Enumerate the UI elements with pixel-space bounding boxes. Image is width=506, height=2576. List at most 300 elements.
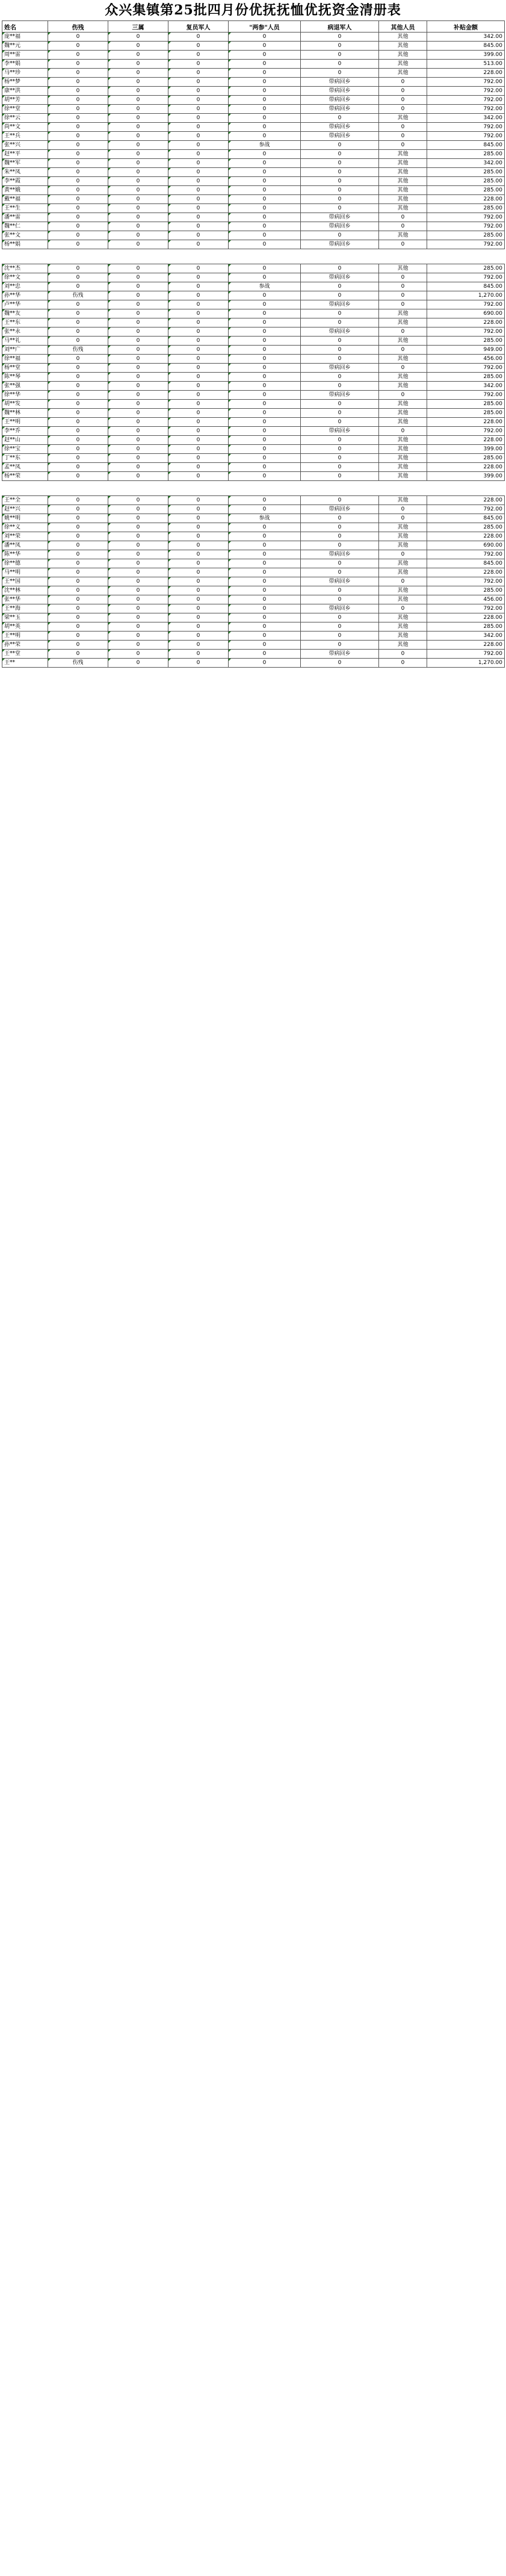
row-disabled: 0 bbox=[48, 282, 108, 291]
row-demobilized: 0 bbox=[168, 150, 229, 159]
row-liangcan: 0 bbox=[229, 505, 301, 514]
row-amount: 845.00 bbox=[427, 42, 505, 51]
roster-table bbox=[2, 20, 505, 668]
row-survivors: 0 bbox=[108, 418, 168, 427]
row-amount: 792.00 bbox=[427, 505, 505, 514]
table-row bbox=[2, 541, 505, 550]
row-other: 其他 bbox=[379, 355, 427, 364]
row-liangcan: 0 bbox=[229, 69, 301, 78]
table-row bbox=[2, 577, 505, 586]
table-row bbox=[2, 318, 505, 327]
row-liangcan: 0 bbox=[229, 273, 301, 282]
row-liangcan: 0 bbox=[229, 222, 301, 231]
row-sick-veteran: 0 bbox=[301, 346, 379, 355]
column-header-other: 其他人员 bbox=[379, 21, 427, 33]
row-disabled: 0 bbox=[48, 632, 108, 641]
row-demobilized: 0 bbox=[168, 123, 229, 132]
row-demobilized: 0 bbox=[168, 240, 229, 249]
row-survivors: 0 bbox=[108, 168, 168, 177]
row-disabled: 0 bbox=[48, 454, 108, 463]
row-other: 其他 bbox=[379, 42, 427, 51]
row-liangcan: 0 bbox=[229, 550, 301, 559]
row-survivors: 0 bbox=[108, 346, 168, 355]
row-other: 0 bbox=[379, 78, 427, 87]
row-sick-veteran: 带病回乡 bbox=[301, 650, 379, 659]
row-survivors: 0 bbox=[108, 391, 168, 400]
table-row bbox=[2, 472, 505, 481]
row-amount: 228.00 bbox=[427, 532, 505, 541]
row-demobilized: 0 bbox=[168, 514, 229, 523]
row-amount: 228.00 bbox=[427, 418, 505, 427]
row-liangcan: 0 bbox=[229, 427, 301, 436]
row-other: 其他 bbox=[379, 632, 427, 641]
row-sick-veteran: 0 bbox=[301, 159, 379, 168]
row-name: 梁**玉 bbox=[2, 613, 48, 622]
row-sick-veteran: 0 bbox=[301, 51, 379, 60]
row-survivors: 0 bbox=[108, 532, 168, 541]
row-demobilized: 0 bbox=[168, 604, 229, 613]
row-disabled: 0 bbox=[48, 309, 108, 318]
row-name: 杨**堂 bbox=[2, 364, 48, 373]
row-amount: 285.00 bbox=[427, 177, 505, 186]
roster-sheet bbox=[0, 0, 506, 668]
table-row bbox=[2, 586, 505, 595]
row-survivors: 0 bbox=[108, 78, 168, 87]
table-row bbox=[2, 604, 505, 613]
row-survivors: 0 bbox=[108, 177, 168, 186]
row-liangcan: 0 bbox=[229, 659, 301, 668]
row-liangcan: 0 bbox=[229, 114, 301, 123]
row-amount: 285.00 bbox=[427, 231, 505, 240]
table-row bbox=[2, 309, 505, 318]
row-amount: 456.00 bbox=[427, 595, 505, 604]
row-disabled: 0 bbox=[48, 123, 108, 132]
row-sick-veteran: 0 bbox=[301, 231, 379, 240]
row-amount: 792.00 bbox=[427, 391, 505, 400]
row-name: 赵**山 bbox=[2, 436, 48, 445]
row-sick-veteran: 0 bbox=[301, 641, 379, 650]
column-header-survivors: 三属 bbox=[108, 21, 168, 33]
row-survivors: 0 bbox=[108, 472, 168, 481]
row-liangcan: 0 bbox=[229, 445, 301, 454]
row-survivors: 0 bbox=[108, 568, 168, 577]
row-liangcan: 0 bbox=[229, 150, 301, 159]
row-demobilized: 0 bbox=[168, 33, 229, 42]
row-sick-veteran: 0 bbox=[301, 632, 379, 641]
row-disabled: 0 bbox=[48, 373, 108, 382]
row-disabled: 0 bbox=[48, 391, 108, 400]
row-liangcan: 0 bbox=[229, 123, 301, 132]
row-name: 孟**凤 bbox=[2, 463, 48, 472]
row-liangcan: 0 bbox=[229, 641, 301, 650]
row-sick-veteran: 0 bbox=[301, 264, 379, 273]
row-demobilized: 0 bbox=[168, 186, 229, 195]
row-liangcan: 0 bbox=[229, 78, 301, 87]
table-row bbox=[2, 327, 505, 337]
row-liangcan: 0 bbox=[229, 231, 301, 240]
row-sick-veteran: 0 bbox=[301, 463, 379, 472]
row-liangcan: 0 bbox=[229, 532, 301, 541]
row-liangcan: 0 bbox=[229, 132, 301, 141]
row-survivors: 0 bbox=[108, 186, 168, 195]
row-demobilized: 0 bbox=[168, 595, 229, 604]
row-liangcan: 0 bbox=[229, 213, 301, 222]
row-disabled: 0 bbox=[48, 195, 108, 204]
row-demobilized: 0 bbox=[168, 222, 229, 231]
row-liangcan: 0 bbox=[229, 327, 301, 337]
row-demobilized: 0 bbox=[168, 409, 229, 418]
row-amount: 285.00 bbox=[427, 400, 505, 409]
row-sick-veteran: 0 bbox=[301, 445, 379, 454]
row-amount: 456.00 bbox=[427, 355, 505, 364]
row-other: 其他 bbox=[379, 114, 427, 123]
row-disabled: 0 bbox=[48, 318, 108, 327]
row-survivors: 0 bbox=[108, 382, 168, 391]
row-sick-veteran: 0 bbox=[301, 42, 379, 51]
row-name: 陈**琴 bbox=[2, 373, 48, 382]
table-row bbox=[2, 51, 505, 60]
table-row bbox=[2, 373, 505, 382]
row-other: 其他 bbox=[379, 318, 427, 327]
row-name: 潘**凤 bbox=[2, 541, 48, 550]
row-other: 0 bbox=[379, 87, 427, 96]
row-liangcan: 0 bbox=[229, 463, 301, 472]
row-name: 徐**德 bbox=[2, 559, 48, 568]
row-sick-veteran: 0 bbox=[301, 382, 379, 391]
row-liangcan: 0 bbox=[229, 96, 301, 105]
row-sick-veteran: 带病回乡 bbox=[301, 123, 379, 132]
row-survivors: 0 bbox=[108, 96, 168, 105]
row-name: 卢**华 bbox=[2, 300, 48, 309]
row-other: 0 bbox=[379, 550, 427, 559]
row-disabled: 0 bbox=[48, 604, 108, 613]
row-demobilized: 0 bbox=[168, 541, 229, 550]
row-name: 李**乔 bbox=[2, 427, 48, 436]
row-disabled: 0 bbox=[48, 60, 108, 69]
row-name: 徐**华 bbox=[2, 391, 48, 400]
row-other: 0 bbox=[379, 123, 427, 132]
row-amount: 792.00 bbox=[427, 132, 505, 141]
row-disabled: 0 bbox=[48, 436, 108, 445]
row-sick-veteran: 带病回乡 bbox=[301, 550, 379, 559]
row-disabled: 伤残 bbox=[48, 659, 108, 668]
row-sick-veteran: 带病回乡 bbox=[301, 240, 379, 249]
row-survivors: 0 bbox=[108, 496, 168, 505]
row-name: 孙**华 bbox=[2, 291, 48, 300]
row-name: 胡**英 bbox=[2, 622, 48, 632]
table-row bbox=[2, 213, 505, 222]
row-name: 王** bbox=[2, 659, 48, 668]
row-amount: 285.00 bbox=[427, 622, 505, 632]
row-name: 张**华 bbox=[2, 595, 48, 604]
row-liangcan: 0 bbox=[229, 240, 301, 249]
table-row bbox=[2, 613, 505, 622]
column-header-sick-veteran: 病退军人 bbox=[301, 21, 379, 33]
row-liangcan: 0 bbox=[229, 318, 301, 327]
row-other: 其他 bbox=[379, 463, 427, 472]
row-name: 张**永 bbox=[2, 327, 48, 337]
row-disabled: 0 bbox=[48, 650, 108, 659]
row-amount: 949.00 bbox=[427, 346, 505, 355]
row-demobilized: 0 bbox=[168, 114, 229, 123]
row-liangcan: 0 bbox=[229, 264, 301, 273]
row-liangcan: 0 bbox=[229, 291, 301, 300]
row-survivors: 0 bbox=[108, 240, 168, 249]
row-disabled: 0 bbox=[48, 159, 108, 168]
table-row bbox=[2, 141, 505, 150]
row-sick-veteran: 0 bbox=[301, 613, 379, 622]
table-row bbox=[2, 240, 505, 249]
row-liangcan: 0 bbox=[229, 382, 301, 391]
table-row bbox=[2, 231, 505, 240]
row-amount: 690.00 bbox=[427, 541, 505, 550]
row-demobilized: 0 bbox=[168, 463, 229, 472]
row-name: 李**娟 bbox=[2, 60, 48, 69]
row-disabled: 0 bbox=[48, 87, 108, 96]
row-disabled: 0 bbox=[48, 541, 108, 550]
row-name: 魏**林 bbox=[2, 409, 48, 418]
table-row bbox=[2, 418, 505, 427]
row-other: 0 bbox=[379, 427, 427, 436]
row-demobilized: 0 bbox=[168, 105, 229, 114]
row-amount: 285.00 bbox=[427, 264, 505, 273]
row-liangcan: 0 bbox=[229, 105, 301, 114]
row-liangcan: 0 bbox=[229, 309, 301, 318]
row-other: 0 bbox=[379, 240, 427, 249]
row-other: 其他 bbox=[379, 195, 427, 204]
table-row bbox=[2, 505, 505, 514]
row-liangcan: 0 bbox=[229, 177, 301, 186]
row-amount: 792.00 bbox=[427, 78, 505, 87]
row-other: 0 bbox=[379, 282, 427, 291]
row-survivors: 0 bbox=[108, 595, 168, 604]
row-sick-veteran: 0 bbox=[301, 523, 379, 532]
table-row bbox=[2, 204, 505, 213]
row-amount: 399.00 bbox=[427, 51, 505, 60]
row-disabled: 0 bbox=[48, 264, 108, 273]
row-survivors: 0 bbox=[108, 213, 168, 222]
row-other: 其他 bbox=[379, 622, 427, 632]
row-other: 其他 bbox=[379, 204, 427, 213]
row-survivors: 0 bbox=[108, 632, 168, 641]
row-other: 0 bbox=[379, 604, 427, 613]
table-row bbox=[2, 87, 505, 96]
row-disabled: 0 bbox=[48, 168, 108, 177]
row-demobilized: 0 bbox=[168, 78, 229, 87]
row-demobilized: 0 bbox=[168, 195, 229, 204]
table-row bbox=[2, 132, 505, 141]
row-other: 其他 bbox=[379, 559, 427, 568]
row-disabled: 0 bbox=[48, 132, 108, 141]
row-disabled: 0 bbox=[48, 114, 108, 123]
row-demobilized: 0 bbox=[168, 650, 229, 659]
row-survivors: 0 bbox=[108, 231, 168, 240]
row-liangcan: 0 bbox=[229, 168, 301, 177]
row-sick-veteran: 0 bbox=[301, 114, 379, 123]
row-liangcan: 参战 bbox=[229, 282, 301, 291]
row-liangcan: 0 bbox=[229, 650, 301, 659]
row-survivors: 0 bbox=[108, 454, 168, 463]
table-row bbox=[2, 632, 505, 641]
row-survivors: 0 bbox=[108, 291, 168, 300]
row-sick-veteran: 0 bbox=[301, 204, 379, 213]
row-name: 赵**平 bbox=[2, 150, 48, 159]
row-demobilized: 0 bbox=[168, 309, 229, 318]
row-name: 张**强 bbox=[2, 382, 48, 391]
row-other: 0 bbox=[379, 514, 427, 523]
row-demobilized: 0 bbox=[168, 132, 229, 141]
row-sick-veteran: 0 bbox=[301, 409, 379, 418]
row-amount: 399.00 bbox=[427, 445, 505, 454]
row-sick-veteran: 0 bbox=[301, 195, 379, 204]
row-amount: 792.00 bbox=[427, 577, 505, 586]
row-disabled: 0 bbox=[48, 364, 108, 373]
row-other: 其他 bbox=[379, 51, 427, 60]
row-liangcan: 参战 bbox=[229, 141, 301, 150]
row-amount: 399.00 bbox=[427, 472, 505, 481]
row-name: 王**国 bbox=[2, 577, 48, 586]
row-survivors: 0 bbox=[108, 550, 168, 559]
row-disabled: 0 bbox=[48, 523, 108, 532]
row-name: 马**珍 bbox=[2, 69, 48, 78]
table-row bbox=[2, 550, 505, 559]
row-disabled: 0 bbox=[48, 42, 108, 51]
row-demobilized: 0 bbox=[168, 282, 229, 291]
row-survivors: 0 bbox=[108, 514, 168, 523]
table-row bbox=[2, 382, 505, 391]
row-name: 胡**芳 bbox=[2, 96, 48, 105]
row-survivors: 0 bbox=[108, 123, 168, 132]
row-demobilized: 0 bbox=[168, 523, 229, 532]
row-name: 孙**荣 bbox=[2, 641, 48, 650]
row-survivors: 0 bbox=[108, 105, 168, 114]
row-name: 沈**杰 bbox=[2, 264, 48, 273]
row-demobilized: 0 bbox=[168, 382, 229, 391]
row-name: 徐**福 bbox=[2, 355, 48, 364]
row-disabled: 0 bbox=[48, 105, 108, 114]
table-row bbox=[2, 291, 505, 300]
row-name: 魏**元 bbox=[2, 42, 48, 51]
row-name: 杨**梦 bbox=[2, 78, 48, 87]
row-sick-veteran: 带病回乡 bbox=[301, 222, 379, 231]
row-liangcan: 0 bbox=[229, 613, 301, 622]
row-liangcan: 0 bbox=[229, 400, 301, 409]
row-other: 其他 bbox=[379, 418, 427, 427]
row-liangcan: 0 bbox=[229, 159, 301, 168]
row-name: 李**霞 bbox=[2, 177, 48, 186]
table-row bbox=[2, 150, 505, 159]
row-demobilized: 0 bbox=[168, 505, 229, 514]
table-row bbox=[2, 496, 505, 505]
row-survivors: 0 bbox=[108, 282, 168, 291]
row-liangcan: 0 bbox=[229, 418, 301, 427]
table-row bbox=[2, 60, 505, 69]
row-demobilized: 0 bbox=[168, 231, 229, 240]
row-demobilized: 0 bbox=[168, 69, 229, 78]
row-name: 王**全 bbox=[2, 496, 48, 505]
row-amount: 285.00 bbox=[427, 373, 505, 382]
table-row bbox=[2, 195, 505, 204]
column-header-amount: 补贴金额 bbox=[427, 21, 505, 33]
row-sick-veteran: 0 bbox=[301, 309, 379, 318]
row-disabled: 0 bbox=[48, 177, 108, 186]
page-break-band bbox=[2, 481, 505, 496]
row-name: 王**兵 bbox=[2, 132, 48, 141]
row-disabled: 0 bbox=[48, 622, 108, 632]
row-other: 0 bbox=[379, 300, 427, 309]
row-liangcan: 0 bbox=[229, 622, 301, 632]
row-sick-veteran: 0 bbox=[301, 559, 379, 568]
row-liangcan: 0 bbox=[229, 586, 301, 595]
row-survivors: 0 bbox=[108, 60, 168, 69]
row-disabled: 0 bbox=[48, 463, 108, 472]
roster-body bbox=[2, 33, 505, 668]
row-other: 0 bbox=[379, 141, 427, 150]
row-name: 赵**兴 bbox=[2, 505, 48, 514]
column-header-name: 姓名 bbox=[2, 21, 48, 33]
row-sick-veteran: 带病回乡 bbox=[301, 213, 379, 222]
row-liangcan: 0 bbox=[229, 472, 301, 481]
row-other: 0 bbox=[379, 650, 427, 659]
row-amount: 792.00 bbox=[427, 273, 505, 282]
row-other: 0 bbox=[379, 346, 427, 355]
row-amount: 285.00 bbox=[427, 186, 505, 195]
table-row bbox=[2, 177, 505, 186]
row-name: 魏**军 bbox=[2, 159, 48, 168]
table-row bbox=[2, 282, 505, 291]
row-sick-veteran: 带病回乡 bbox=[301, 327, 379, 337]
table-row bbox=[2, 427, 505, 436]
row-disabled: 0 bbox=[48, 586, 108, 595]
row-name: 徐**宝 bbox=[2, 445, 48, 454]
row-other: 0 bbox=[379, 505, 427, 514]
row-liangcan: 0 bbox=[229, 195, 301, 204]
row-other: 其他 bbox=[379, 69, 427, 78]
row-other: 其他 bbox=[379, 409, 427, 418]
table-row bbox=[2, 400, 505, 409]
row-sick-veteran: 0 bbox=[301, 60, 379, 69]
table-row bbox=[2, 69, 505, 78]
row-name: 陈**华 bbox=[2, 550, 48, 559]
row-amount: 792.00 bbox=[427, 604, 505, 613]
row-survivors: 0 bbox=[108, 505, 168, 514]
row-amount: 285.00 bbox=[427, 523, 505, 532]
table-row bbox=[2, 123, 505, 132]
row-sick-veteran: 0 bbox=[301, 150, 379, 159]
row-liangcan: 0 bbox=[229, 496, 301, 505]
row-sick-veteran: 0 bbox=[301, 355, 379, 364]
row-demobilized: 0 bbox=[168, 346, 229, 355]
row-demobilized: 0 bbox=[168, 418, 229, 427]
row-disabled: 0 bbox=[48, 337, 108, 346]
row-other: 0 bbox=[379, 577, 427, 586]
row-name: 马**礼 bbox=[2, 337, 48, 346]
row-demobilized: 0 bbox=[168, 427, 229, 436]
row-liangcan: 0 bbox=[229, 577, 301, 586]
row-sick-veteran: 0 bbox=[301, 568, 379, 577]
row-amount: 285.00 bbox=[427, 409, 505, 418]
table-row bbox=[2, 659, 505, 668]
row-amount: 285.00 bbox=[427, 150, 505, 159]
row-amount: 845.00 bbox=[427, 141, 505, 150]
row-survivors: 0 bbox=[108, 400, 168, 409]
row-survivors: 0 bbox=[108, 222, 168, 231]
row-amount: 342.00 bbox=[427, 382, 505, 391]
row-amount: 792.00 bbox=[427, 240, 505, 249]
row-disabled: 0 bbox=[48, 472, 108, 481]
row-name: 徐**义 bbox=[2, 523, 48, 532]
row-name: 丁**东 bbox=[2, 454, 48, 463]
